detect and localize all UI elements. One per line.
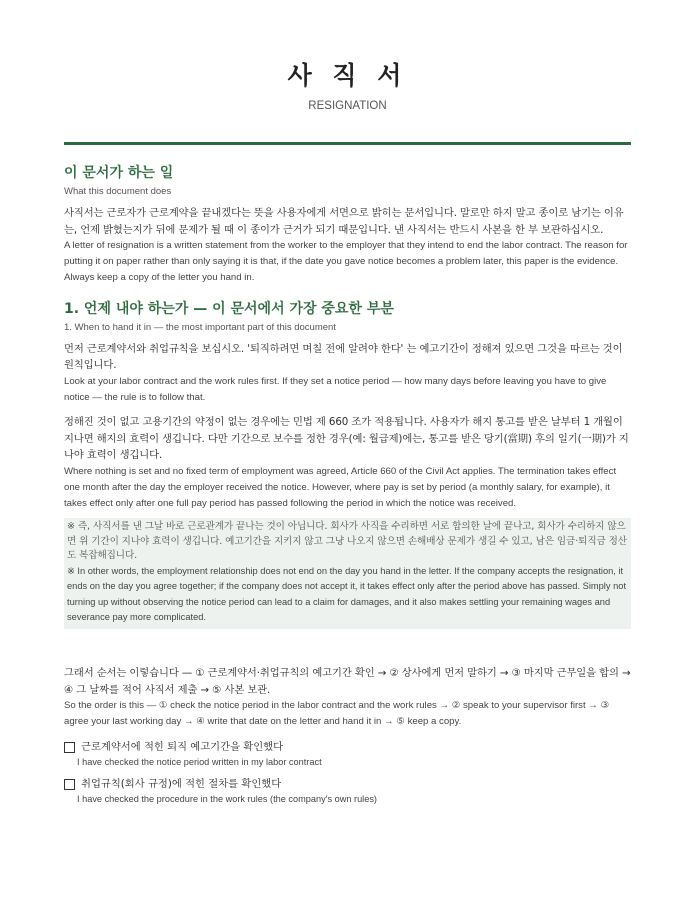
section-heading: 1. 언제 내야 하는가 — 이 문서에서 가장 중요한 부분 xyxy=(64,300,394,317)
checklist-item[interactable] xyxy=(64,776,631,806)
section-heading-english: 1. When to hand it in — the most important part of this document xyxy=(64,321,336,333)
intro-body-korean: 사직서는 근로자가 근로계약을 끝내겠다는 뜻을 사용자에게 서면으로 밝히는 문서입니다. 말로만 하지 말고 종이로 남기는 이유는, 언제 밝혔는지가 뒤에 문제가 될 때 이 종이가 근거가 되기 때문입니다. 낸 사직서는 반드시 사본을 한 부 보관하십시오. xyxy=(64,207,624,236)
note-english: ※ In other words, the employment relationship does not end on the day you hand in the letter. If the company accepts the resignation, it ends on the day you agree together; if the company does not accept it, it takes effect only after the period above has passed. Simply not turning up without observing the notice period can lead to a claim for damages, and it also makes settling your remaining wages and severance pay more complicated. xyxy=(67,565,627,623)
intro-body-english: A letter of resignation is a written statement from the worker to the employer that they intend to end the labor contract. The reason for putting it on paper rather than only saying it is that, if the date you gave notice becomes a problem later, this paper is the evidence. Always keep a copy of the letter you hand in. xyxy=(64,240,628,284)
note-korean: ※ 즉, 사직서를 낸 그날 바로 근로관계가 끝나는 것이 아닙니다. 회사가 사직을 수리하면 서로 합의한 날에 끝나고, 회사가 수리하지 않으면 위 기간이 지나야 효력이 생깁니다. 예고기간을 지키지 않고 그냥 나오지 않으면 손해배상 문제가 생길 수 있고, 남은 임금·퇴직금 정산도 복잡해집니다. xyxy=(67,521,627,562)
section-heading-english: What this document does xyxy=(64,186,172,197)
paragraph-english: Look at your labor contract and the work rules first. If they set a notice period — how many days before leaving you have to give notice — the rule is to follow that. xyxy=(64,375,607,403)
paragraph-english: Where nothing is set and no fixed term of employment was agreed, Article 660 of the Civil Act applies. The termination takes effect one month after the day the employer received the notice. However, where pay is set by period (a monthly salary, for example), it takes effect only after one full pay period has passed following the period in which the notice was received. xyxy=(64,465,617,509)
checklist-item-korean: 근로계약서에 적힌 퇴직 예고기간을 확인했다 xyxy=(81,741,284,754)
intro-section xyxy=(64,164,631,287)
order-korean: 그래서 순서는 이렇습니다 — ① 근로계약서·취업규칙의 예고기간 확인 → ② 상사에게 먼저 말하기 → ③ 마지막 근무일을 합의 → ④ 그 날짜를 적어 사직서 제출 → ⑤ 사본 보관. xyxy=(64,667,631,696)
section-1 xyxy=(64,300,631,731)
checklist-item-english: I have checked the notice period written in my labor contract xyxy=(77,757,322,768)
order-english: So the order is this — ① check the notice period in the labor contract and the work rules → ② speak to your supervisor first → ③ agree your last working day → ④ write that date on the letter and hand it in → ⑤ keep a copy. xyxy=(64,700,610,728)
note-box xyxy=(64,518,631,629)
header-divider xyxy=(64,142,631,145)
checklist xyxy=(64,739,631,806)
paragraph-korean: 먼저 근로계약서와 취업규칙을 보십시오. '퇴직하려면 며칠 전에 알려야 한다' 는 예고기간이 정해져 있으면 그것을 따르는 것이 원칙입니다. xyxy=(64,342,623,372)
checklist-item[interactable] xyxy=(64,739,631,769)
document-title: 사 직 서 xyxy=(287,61,408,90)
document-page xyxy=(64,0,631,806)
checkbox-icon[interactable] xyxy=(64,742,75,753)
document-subtitle: RESIGNATION xyxy=(308,100,387,112)
checklist-item-english: I have checked the procedure in the work rules (the company's own rules) xyxy=(77,794,377,805)
section-heading: 이 문서가 하는 일 xyxy=(64,165,174,181)
paragraph-korean: 정해진 것이 없고 고용기간의 약정이 없는 경우에는 민법 제 660 조가 적용됩니다. 사용자가 해지 통고를 받은 날부터 1 개월이 지나면 해지의 효력이 생깁니다. 다만 기간으로 보수를 정한 경우(예: 월급제)에는, 통고를 받은 당기(當期) 후의 일기(一期)가 지나야 효력이 생깁니다. xyxy=(64,416,629,462)
checklist-item-korean: 취업규칙(회사 규정)에 적힌 절차를 확인했다 xyxy=(81,778,282,791)
checkbox-icon[interactable] xyxy=(64,779,75,790)
